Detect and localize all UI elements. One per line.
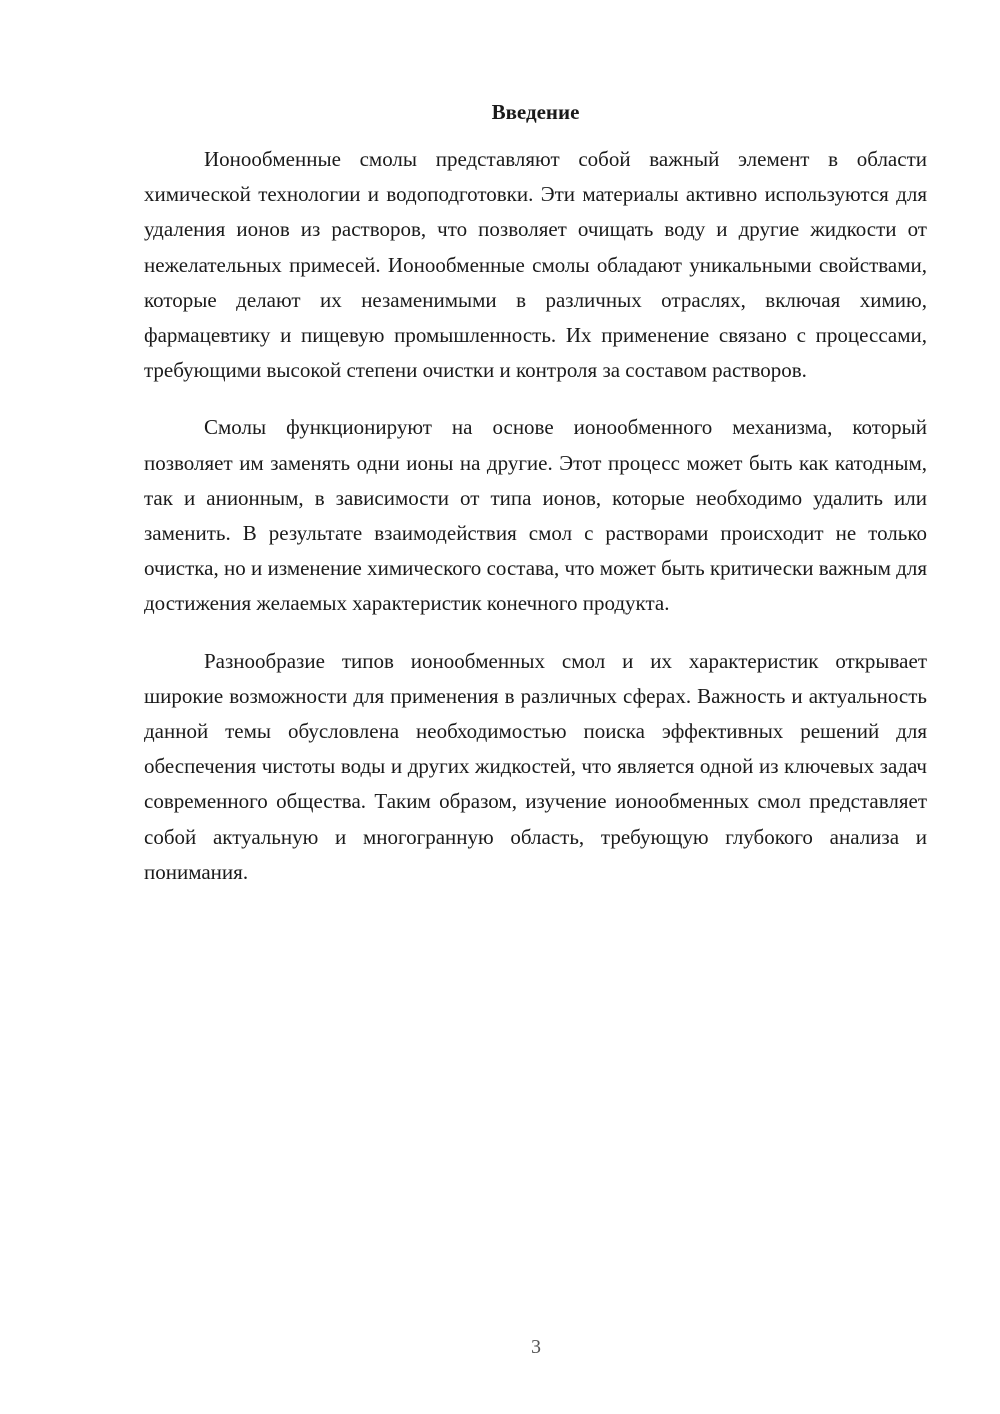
paragraph-3: Разнообразие типов ионообменных смол и их характеристик открывает широкие возможности для применения в различных сферах. Важность и актуальность данной темы обусловлена необходимостью поиска эффективных решений для обеспечения чистоты воды и других жидкостей, что является одной из ключевых задач современного общества. Таким образом, изучение ионообменных смол представляет собой актуальную и многогранную область, требующую глубокого анализа и понимания. bbox=[144, 648, 927, 884]
body-text bbox=[144, 142, 927, 912]
section-heading: Введение bbox=[491, 100, 580, 124]
page-number: 3 bbox=[531, 1336, 541, 1358]
paragraph-1: Ионообменные смолы представляют собой важный элемент в области химической технологии и водоподготовки. Эти материалы активно используются для удаления ионов из растворов, что позволяет очищать воду и другие жидкости от нежелательных примесей. Ионообменные смолы обладают уникальными свойствами, которые делают их незаменимыми в различных отраслях, включая химию, фармацевтику и пищевую промышленность. Их применение связано с процессами, требующими высокой степени очистки и контроля за составом растворов. bbox=[144, 147, 927, 383]
paragraph-2: Смолы функционируют на основе ионообменного механизма, который позволяет им заменять одни ионы на другие. Этот процесс может быть как катодным, так и анионным, в зависимости от типа ионов, которые необходимо удалить или заменить. В результате взаимодействия смол с растворами происходит не только очистка, но и изменение химического состава, что может быть критически важным для достижения желаемых характеристик конечного продукта. bbox=[144, 415, 927, 616]
